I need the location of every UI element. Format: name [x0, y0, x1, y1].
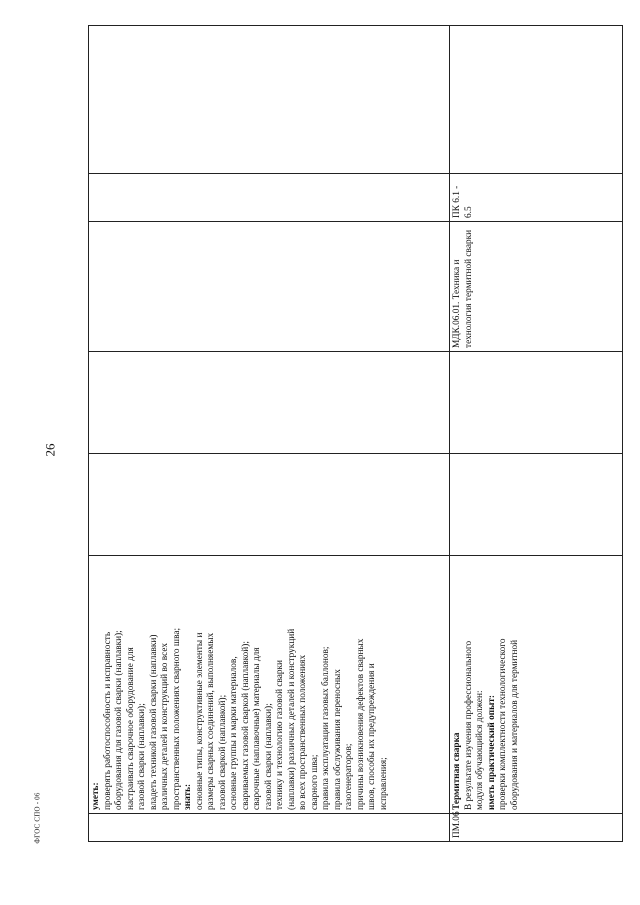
requirement-line: причины возникновения дефектов сварных [355, 638, 366, 810]
requirement-line: проверять работоспособность и исправность [102, 631, 113, 810]
requirement-line: газовой сварки (наплавки); [137, 703, 148, 810]
requirement-line: настраивать сварочное оборудование для [125, 647, 136, 810]
requirement-line: знать: [183, 783, 194, 810]
requirement-line: пространственных положениях сварного шва; [171, 627, 182, 810]
pk-cell [89, 174, 450, 222]
requirement-line: швов, способы их предупреждения и [367, 663, 378, 810]
mdk-cell: МДК.06.01. Техника и технология термитной сварки [450, 222, 623, 352]
empty-cell [89, 454, 450, 556]
requirement-line: различных деталей и конструкций во всех [160, 643, 171, 810]
requirement-line: владеть техникой газовой сварки (наплавки) [148, 634, 159, 810]
requirement-line: модуля обучающийся должен: [475, 690, 486, 810]
requirement-line: оборудования и материалов для термитной [509, 639, 520, 810]
rotated-table-container [88, 25, 614, 842]
empty-cell [450, 26, 623, 174]
requirement-line: оборудования для газовой сварки (наплавки); [114, 630, 125, 810]
empty-cell [89, 352, 450, 454]
requirements-cell [89, 556, 450, 814]
requirement-line: во всех пространственных положениях [298, 654, 309, 810]
requirement-line: газовой сварки (наплавки); [263, 703, 274, 810]
requirement-line: газовой сваркой (наплавкой); [217, 694, 228, 810]
requirement-line: исправления; [378, 757, 389, 810]
module-code-cell [89, 814, 450, 842]
table-row [89, 26, 450, 842]
requirement-line: размеры сварных соединений, выполняемых [206, 632, 217, 810]
mdk-cell [89, 222, 450, 352]
empty-cell [89, 26, 450, 174]
requirement-line: свариваемых газовой сваркой (наплавкой); [240, 641, 251, 810]
requirement-line: основные типы, конструктивные элементы и [194, 632, 205, 810]
requirement-line: сварного шва; [309, 754, 320, 810]
empty-cell [450, 454, 623, 556]
curriculum-table [88, 25, 623, 842]
requirement-line: газогенераторов; [344, 743, 355, 810]
requirements-cell [450, 556, 623, 814]
page-number: 26 [42, 443, 58, 457]
requirement-line: сварочные (наплавочные) материалы для [252, 647, 263, 810]
pk-cell: ПК 6.1 - 6.5 [450, 174, 623, 222]
requirement-line: уметь: [91, 782, 101, 810]
module-code-cell: ПМ.06 [450, 814, 623, 842]
footer-standard-code: ФГОС СПО - 06 [33, 792, 42, 844]
requirement-line: В результате изучения профессионального [463, 640, 474, 810]
requirement-line: правила эксплуатации газовых баллонов; [321, 646, 332, 810]
requirement-line: проверки комплектности технологического [498, 638, 509, 810]
requirement-line: основные группы и марки материалов, [229, 656, 240, 810]
requirement-line: правила обслуживания переносных [332, 669, 343, 810]
requirement-line: Термитная сварка [452, 732, 462, 810]
table-row [450, 26, 623, 842]
requirement-line: технику и технологию газовой сварки [275, 659, 286, 810]
requirement-line: иметь практический опыт: [486, 694, 497, 810]
requirement-line: (наплавки) различных деталей и конструкций [286, 628, 297, 810]
empty-cell [450, 352, 623, 454]
